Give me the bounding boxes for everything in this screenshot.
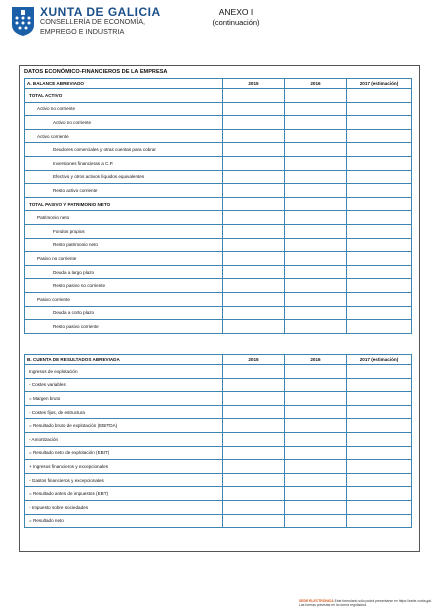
balance-row xyxy=(25,224,412,238)
balance-cell-2016[interactable] xyxy=(285,265,347,279)
balance-row-label: Fondos propios xyxy=(25,224,223,238)
balance-cell-2017[interactable] xyxy=(347,129,412,143)
annex-subtitle: (continuación) xyxy=(212,18,260,27)
balance-cell-2016[interactable] xyxy=(285,89,347,103)
annex-heading xyxy=(196,7,276,27)
results-row-label: = Resultado neto de explotación (EBIT) xyxy=(25,446,223,460)
balance-cell-2016[interactable] xyxy=(285,116,347,130)
balance-cell-2016[interactable] xyxy=(285,129,347,143)
results-cell-2015[interactable] xyxy=(223,487,285,501)
balance-year-2016: 2016 xyxy=(285,79,347,89)
results-row-label: - Impuesto sobre sociedades xyxy=(25,500,223,514)
balance-cell-2015[interactable] xyxy=(223,279,285,293)
results-cell-2016[interactable] xyxy=(285,432,347,446)
balance-row xyxy=(25,265,412,279)
results-row-label: - Amortización xyxy=(25,432,223,446)
results-table xyxy=(24,354,412,528)
org-name: XUNTA DE GALICIA xyxy=(40,5,161,19)
balance-cell-2016[interactable] xyxy=(285,156,347,170)
results-row xyxy=(25,365,412,379)
balance-row xyxy=(25,306,412,320)
balance-cell-2015[interactable] xyxy=(223,89,285,103)
organization-name-block xyxy=(40,7,161,37)
balance-cell-2015[interactable] xyxy=(223,184,285,198)
balance-table xyxy=(24,78,412,334)
results-header-row xyxy=(25,355,412,365)
page-header xyxy=(10,5,430,55)
balance-row-label: Patrimonio neto xyxy=(25,211,223,225)
balance-row xyxy=(25,116,412,130)
balance-cell-2015[interactable] xyxy=(223,116,285,130)
results-cell-2016[interactable] xyxy=(285,419,347,433)
balance-cell-2016[interactable] xyxy=(285,170,347,184)
balance-cell-2017[interactable] xyxy=(347,252,412,266)
results-row-label: + Ingresos financieros y excepcionales xyxy=(25,460,223,474)
results-cell-2017[interactable] xyxy=(347,487,412,501)
balance-cell-2016[interactable] xyxy=(285,320,347,334)
results-row xyxy=(25,460,412,474)
results-row xyxy=(25,500,412,514)
results-row xyxy=(25,446,412,460)
balance-row-label: TOTAL PASIVO Y PATRIMONIO NETO xyxy=(25,197,223,211)
balance-row xyxy=(25,102,412,116)
results-cell-2015[interactable] xyxy=(223,446,285,460)
balance-cell-2015[interactable] xyxy=(223,265,285,279)
balance-cell-2015[interactable] xyxy=(223,102,285,116)
results-cell-2016[interactable] xyxy=(285,378,347,392)
results-row xyxy=(25,405,412,419)
results-cell-2015[interactable] xyxy=(223,365,285,379)
balance-row-label: Pasivo no corriente xyxy=(25,252,223,266)
balance-row xyxy=(25,170,412,184)
results-header: B. CUENTA DE RESULTADOS ABREVIADA xyxy=(25,355,223,365)
results-cell-2017[interactable] xyxy=(347,446,412,460)
balance-cell-2016[interactable] xyxy=(285,211,347,225)
results-cell-2015[interactable] xyxy=(223,514,285,528)
balance-cell-2017[interactable] xyxy=(347,279,412,293)
results-cell-2016[interactable] xyxy=(285,365,347,379)
results-cell-2017[interactable] xyxy=(347,460,412,474)
balance-row-label: Resto pasivo no corriente xyxy=(25,279,223,293)
balance-cell-2016[interactable] xyxy=(285,306,347,320)
results-cell-2015[interactable] xyxy=(223,419,285,433)
results-cell-2016[interactable] xyxy=(285,460,347,474)
balance-row xyxy=(25,211,412,225)
results-cell-2016[interactable] xyxy=(285,500,347,514)
results-cell-2016[interactable] xyxy=(285,487,347,501)
results-cell-2017[interactable] xyxy=(347,514,412,528)
results-row-label: Ingresos de explotación xyxy=(25,365,223,379)
balance-cell-2015[interactable] xyxy=(223,238,285,252)
results-row-label: = Resultado neto xyxy=(25,514,223,528)
results-cell-2017[interactable] xyxy=(347,365,412,379)
balance-row xyxy=(25,238,412,252)
balance-cell-2016[interactable] xyxy=(285,143,347,157)
balance-cell-2016[interactable] xyxy=(285,252,347,266)
balance-row-label: Efectivo y otros activos líquidos equivalentes xyxy=(25,170,223,184)
balance-cell-2017[interactable] xyxy=(347,211,412,225)
balance-cell-2015[interactable] xyxy=(223,156,285,170)
balance-row-label: Deuda a corto plazo xyxy=(25,306,223,320)
results-cell-2017[interactable] xyxy=(347,405,412,419)
balance-cell-2017[interactable] xyxy=(347,306,412,320)
balance-cell-2015[interactable] xyxy=(223,170,285,184)
balance-row xyxy=(25,252,412,266)
results-row xyxy=(25,392,412,406)
results-row xyxy=(25,419,412,433)
results-cell-2015[interactable] xyxy=(223,378,285,392)
results-cell-2017[interactable] xyxy=(347,473,412,487)
balance-cell-2017[interactable] xyxy=(347,265,412,279)
balance-row xyxy=(25,143,412,157)
balance-row xyxy=(25,279,412,293)
section-title: DATOS ECONÓMICO-FINANCIEROS DE LA EMPRESA xyxy=(24,69,168,75)
results-cell-2015[interactable] xyxy=(223,473,285,487)
balance-cell-2015[interactable] xyxy=(223,306,285,320)
balance-row xyxy=(25,292,412,306)
form-frame xyxy=(19,65,420,552)
results-year-2017: 2017 (estimación) xyxy=(347,355,412,365)
balance-cell-2015[interactable] xyxy=(223,252,285,266)
results-cell-2017[interactable] xyxy=(347,419,412,433)
results-cell-2015[interactable] xyxy=(223,432,285,446)
balance-row-label: Activo corriente xyxy=(25,129,223,143)
balance-row xyxy=(25,184,412,198)
footer xyxy=(299,599,434,607)
results-cell-2016[interactable] xyxy=(285,392,347,406)
results-row xyxy=(25,487,412,501)
balance-row-label: Inversiones financieras a C.P. xyxy=(25,156,223,170)
balance-row-label: TOTAL ACTIVO xyxy=(25,89,223,103)
results-cell-2015[interactable] xyxy=(223,460,285,474)
balance-cell-2017[interactable] xyxy=(347,292,412,306)
balance-cell-2017[interactable] xyxy=(347,116,412,130)
balance-row-label: Resto activo corriente xyxy=(25,184,223,198)
balance-cell-2017[interactable] xyxy=(347,102,412,116)
balance-cell-2015[interactable] xyxy=(223,224,285,238)
org-sub-line-2: EMPREGO E INDUSTRIA xyxy=(40,27,125,36)
balance-cell-2017[interactable] xyxy=(347,89,412,103)
balance-cell-2017[interactable] xyxy=(347,184,412,198)
balance-row xyxy=(25,129,412,143)
balance-cell-2016[interactable] xyxy=(285,102,347,116)
balance-cell-2016[interactable] xyxy=(285,224,347,238)
results-cell-2015[interactable] xyxy=(223,500,285,514)
balance-cell-2015[interactable] xyxy=(223,143,285,157)
results-row-label: - Gastos financieros y excepcionales xyxy=(25,473,223,487)
balance-row-label: Deuda a largo plazo xyxy=(25,265,223,279)
results-cell-2016[interactable] xyxy=(285,405,347,419)
balance-row xyxy=(25,156,412,170)
balance-cell-2016[interactable] xyxy=(285,184,347,198)
balance-cell-2016[interactable] xyxy=(285,197,347,211)
results-year-2015: 2015 xyxy=(223,355,285,365)
balance-cell-2015[interactable] xyxy=(223,320,285,334)
results-cell-2016[interactable] xyxy=(285,514,347,528)
results-row-label: = Resultado antes de impuestos (EBT) xyxy=(25,487,223,501)
balance-cell-2016[interactable] xyxy=(285,292,347,306)
results-cell-2015[interactable] xyxy=(223,405,285,419)
balance-year-2015: 2015 xyxy=(223,79,285,89)
balance-cell-2017[interactable] xyxy=(347,170,412,184)
results-row xyxy=(25,514,412,528)
results-year-2016: 2016 xyxy=(285,355,347,365)
results-cell-2017[interactable] xyxy=(347,500,412,514)
results-row-label: = Resultado bruto de explotación (EBITDA) xyxy=(25,419,223,433)
results-cell-2016[interactable] xyxy=(285,473,347,487)
results-row xyxy=(25,378,412,392)
balance-row xyxy=(25,320,412,334)
balance-cell-2015[interactable] xyxy=(223,129,285,143)
balance-row xyxy=(25,89,412,103)
results-cell-2015[interactable] xyxy=(223,392,285,406)
balance-cell-2017[interactable] xyxy=(347,156,412,170)
results-row-label: - Costes variables xyxy=(25,378,223,392)
balance-header-row xyxy=(25,79,412,89)
balance-cell-2017[interactable] xyxy=(347,224,412,238)
balance-cell-2015[interactable] xyxy=(223,211,285,225)
balance-cell-2017[interactable] xyxy=(347,143,412,157)
balance-cell-2016[interactable] xyxy=(285,279,347,293)
balance-year-2017: 2017 (estimación) xyxy=(347,79,412,89)
results-row-label: = Margen bruto xyxy=(25,392,223,406)
results-cell-2017[interactable] xyxy=(347,378,412,392)
balance-row-label: Resto patrimonio neto xyxy=(25,238,223,252)
footer-brand: SEDE ELECTRÓNICA xyxy=(299,599,334,603)
balance-row-label: Deudores comerciales y otras cuentas para cobrar xyxy=(25,143,223,157)
xunta-logo-icon xyxy=(10,5,36,37)
org-sub-line-1: CONSELLERÍA DE ECONOMÍA, xyxy=(40,17,146,26)
balance-row-label: Activo no corriente xyxy=(25,116,223,130)
balance-header: A. BALANCE ABREVIADO xyxy=(25,79,223,89)
results-cell-2017[interactable] xyxy=(347,392,412,406)
balance-row-label: Activo no corriente xyxy=(25,102,223,116)
balance-cell-2017[interactable] xyxy=(347,320,412,334)
balance-cell-2017[interactable] xyxy=(347,197,412,211)
balance-cell-2015[interactable] xyxy=(223,197,285,211)
balance-row-label: Resto pasivo corriente xyxy=(25,320,223,334)
results-cell-2016[interactable] xyxy=(285,446,347,460)
balance-row xyxy=(25,197,412,211)
results-row-label: - Costes fijos, de estructura xyxy=(25,405,223,419)
annex-title: ANEXO I xyxy=(218,7,254,17)
balance-cell-2016[interactable] xyxy=(285,238,347,252)
balance-cell-2017[interactable] xyxy=(347,238,412,252)
balance-cell-2015[interactable] xyxy=(223,292,285,306)
results-cell-2017[interactable] xyxy=(347,432,412,446)
results-row xyxy=(25,473,412,487)
footer-text: Este formulario sólo podrá presentarse en https://sede.xunta.gal. Las formas previstas en la norma reguladora xyxy=(299,599,432,607)
results-row xyxy=(25,432,412,446)
balance-row-label: Pasivo corriente xyxy=(25,292,223,306)
